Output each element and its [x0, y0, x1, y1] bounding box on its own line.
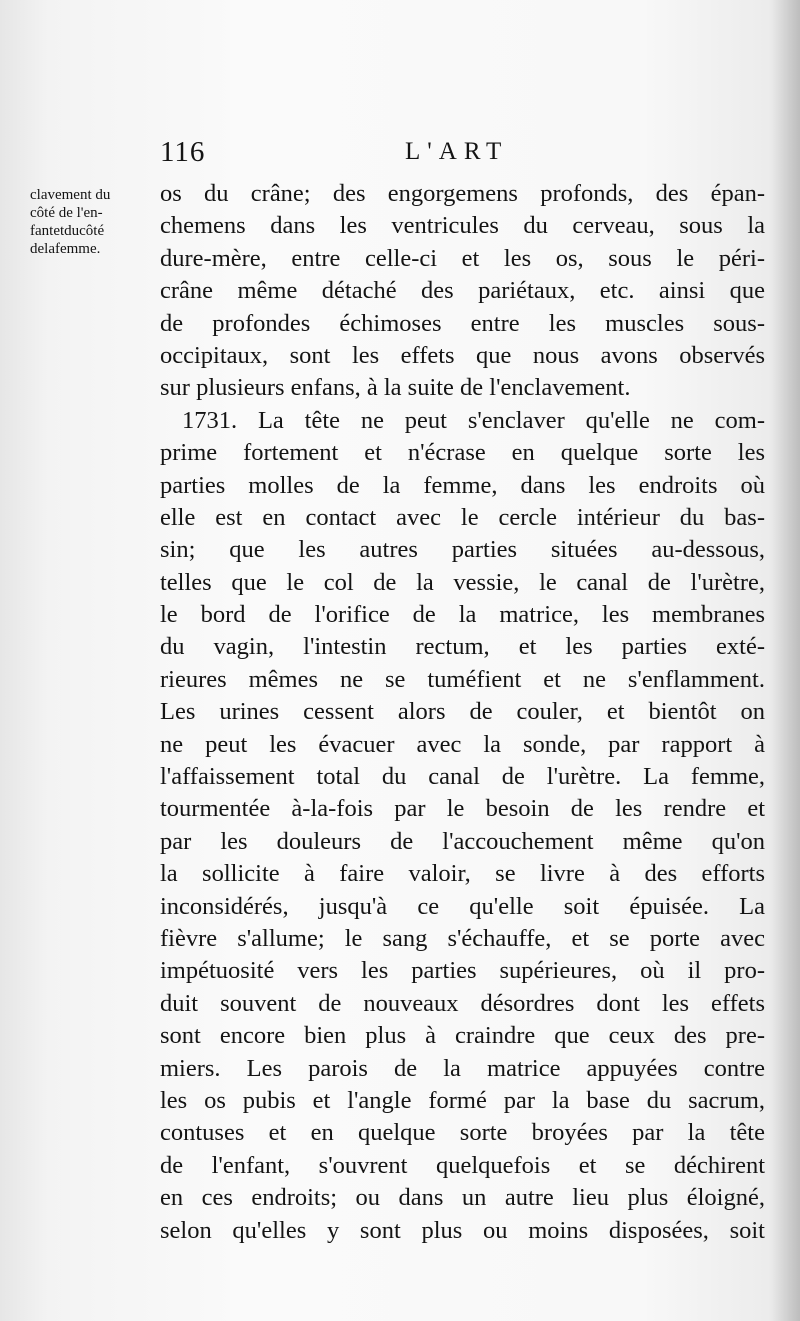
text-line: du vagin, l'intestin rectum, et les parties exté- [160, 633, 765, 661]
margin-note-line: delafemme. [30, 241, 101, 257]
text-line: les os pubis et l'angle formé par la base du sacrum, [160, 1086, 765, 1114]
text-line: de l'enfant, s'ouvrent quelquefois et se déchirent [160, 1151, 765, 1179]
margin-note [30, 186, 160, 258]
text-line: ne peut les évacuer avec la sonde, par rapport à [160, 730, 765, 758]
text-line: telles que le col de la vessie, le canal de l'urètre, [160, 568, 765, 596]
text-line: parties molles de la femme, dans les endroits où [160, 471, 765, 499]
text-line: l'affaissement total du canal de l'urètre. La femme, [160, 763, 765, 791]
text-line: prime fortement et n'écrase en quelque sorte les [160, 439, 765, 467]
body-text [160, 178, 765, 1247]
text-line: duit souvent de nouveaux désordres dont les effets [160, 989, 765, 1017]
text-line: de profondes échimoses entre les muscles sous- [160, 309, 765, 337]
text-line: selon qu'elles y sont plus ou moins disposées, soit [160, 1216, 765, 1244]
text-line: contuses et en quelque sorte broyées par la tête [160, 1119, 765, 1147]
text-line: crâne même détaché des pariétaux, etc. ainsi que [160, 277, 765, 305]
text-line: os du crâne; des engorgemens profonds, des épan- [160, 180, 765, 207]
text-line: la sollicite à faire valoir, se livre à des efforts [160, 860, 765, 888]
page-number: 116 [160, 136, 206, 168]
text-line: sin; que les autres parties situées au-dessous, [160, 536, 765, 564]
text-line: impétuosité vers les parties supérieures, où il pro- [160, 957, 765, 985]
text-line: sont encore bien plus à craindre que ceux des pre- [160, 1022, 765, 1050]
page-header [160, 136, 560, 176]
text-line: Les urines cessent alors de couler, et bientôt on [160, 698, 765, 726]
text-line: sur plusieurs enfans, à la suite de l'enclavement. [160, 374, 631, 402]
text-line: rieures mêmes ne se tuméfient et ne s'enflamment. [160, 665, 765, 693]
text-line: tourmentée à-la-fois par le besoin de les rendre et [160, 795, 765, 823]
text-line: fièvre s'allume; le sang s'échauffe, et se porte avec [160, 924, 765, 952]
running-head: L'ART [405, 138, 509, 165]
text-line: chemens dans les ventricules du cerveau, sous la [160, 212, 765, 240]
text-line: occipitaux, sont les effets que nous avons observés [160, 341, 765, 369]
page-edge-shadow [772, 0, 800, 1321]
text-line: inconsidérés, jusqu'à ce qu'elle soit épuisée. La [160, 892, 765, 920]
margin-note-line: fantetducôté [30, 223, 105, 239]
text-line: elle est en contact avec le cercle intérieur du bas- [160, 503, 765, 531]
margin-note-line: côté de l'en- [30, 205, 103, 221]
margin-note-line: clavement du [30, 187, 111, 203]
text-line: dure-mère, entre celle-ci et les os, sous le péri- [160, 244, 765, 272]
text-line: le bord de l'orifice de la matrice, les membranes [160, 601, 765, 629]
paragraph-start-line: 1731. La tête ne peut s'enclaver qu'elle ne com- [182, 406, 765, 434]
text-line: en ces endroits; ou dans un autre lieu plus éloigné, [160, 1184, 765, 1212]
text-line: par les douleurs de l'accouchement même qu'on [160, 827, 765, 855]
text-line: miers. Les parois de la matrice appuyées contre [160, 1054, 765, 1082]
